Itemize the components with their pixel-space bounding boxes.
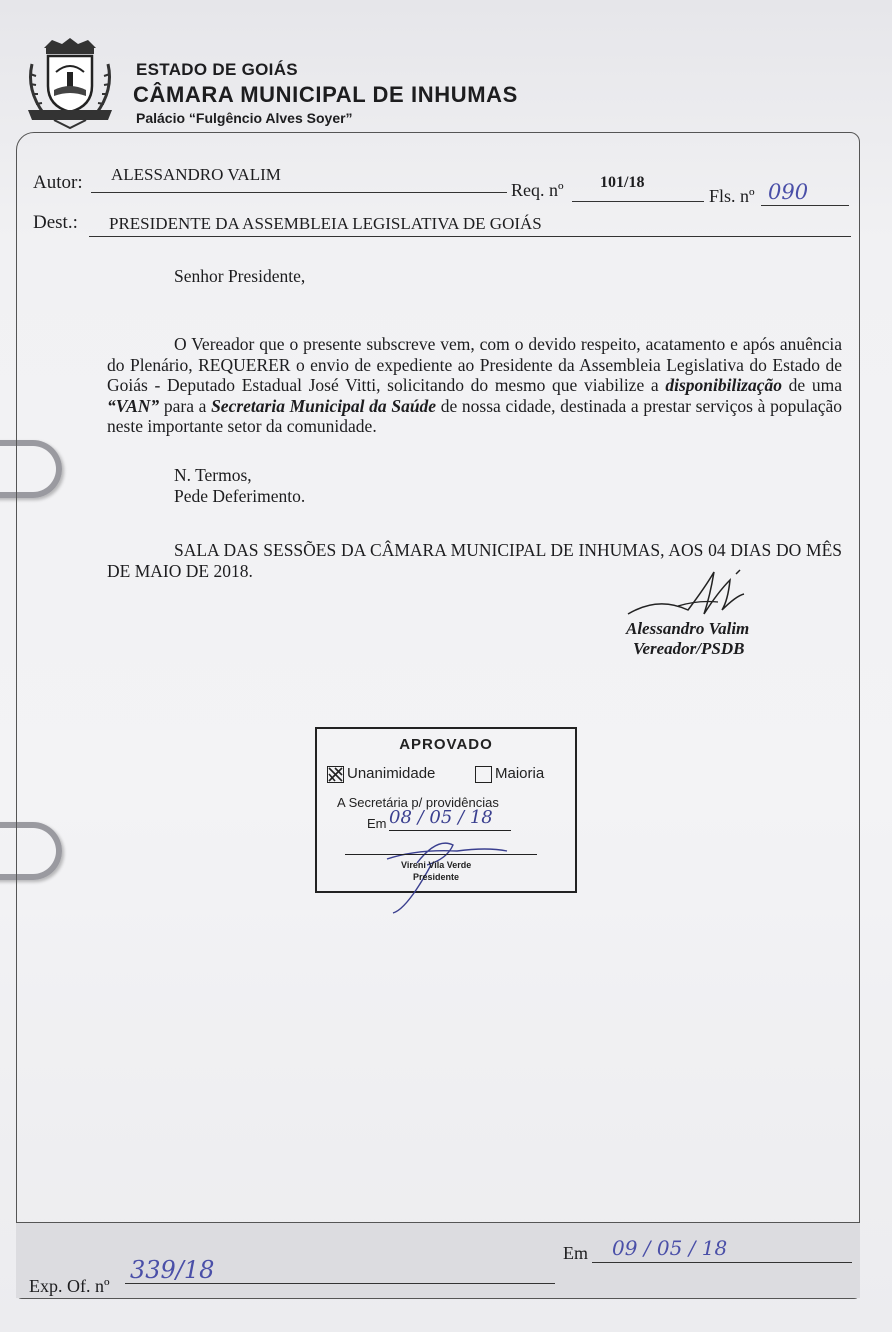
session-paragraph: SALA DAS SESSÕES DA CÂMARA MUNICIPAL DE INHUMAS, AOS 04 DIAS DO MÊS DE MAIO DE 2018.	[107, 540, 842, 581]
signature-scribble-icon	[618, 566, 758, 626]
autor-label: Autor:	[33, 172, 83, 193]
fls-line	[761, 205, 849, 206]
req-label: Req. nº	[511, 180, 564, 200]
header-palace: Palácio “Fulgêncio Alves Soyer”	[136, 110, 353, 126]
dest-line	[89, 236, 851, 237]
fls-label: Fls. nº	[709, 186, 755, 206]
dest-value: PRESIDENTE DA ASSEMBLEIA LEGISLATIVA DE GOIÁS	[109, 214, 542, 233]
salutation: Senhor Presidente,	[174, 266, 306, 286]
majority-label: Maioria	[495, 765, 545, 782]
signature-role: Vereador/PSDB	[633, 639, 745, 658]
em-value: 09 / 05 / 18	[612, 1236, 728, 1260]
majority-checkbox	[475, 766, 492, 783]
stamp-date-label: Em	[367, 816, 387, 831]
coat-of-arms-icon	[24, 34, 116, 130]
autor-line	[91, 192, 507, 193]
req-line	[572, 201, 704, 202]
secretary-text: A Secretária p/ providências	[337, 795, 499, 810]
signature-name: Alessandro Valim	[626, 619, 750, 638]
form-frame	[16, 132, 860, 1299]
header-chamber: CÂMARA MUNICIPAL DE INHUMAS	[133, 82, 518, 107]
president-name: Vireni Vila Verde	[401, 860, 472, 870]
dest-label: Dest.:	[33, 212, 78, 233]
request-paragraph: O Vereador que o presente subscreve vem, com o devido respeito, acatamento e após anuência do Plenário, REQUERER o envio de expediente ao Presidente da Assembleia Legislativa do Estado de Goiás - Deputado Estadual José Vitti, solicitando do mesmo que viabilize a disponibilização de uma “VAN” para a Secretaria Municipal da Saúde de nossa cidade, destinada a prestar serviços à população neste importante setor da comunidade.	[107, 334, 843, 436]
fls-value: 090	[768, 180, 809, 204]
unanimity-checkbox	[327, 766, 344, 783]
em-line	[592, 1262, 852, 1263]
president-title: Presidente	[413, 872, 460, 882]
autor-value: ALESSANDRO VALIM	[111, 165, 281, 184]
president-line	[345, 854, 537, 855]
unanimity-label: Unanimidade	[347, 765, 436, 782]
closing-line-1: N. Termos,	[174, 465, 252, 485]
exp-value: 339/18	[130, 1256, 215, 1284]
header-state: ESTADO DE GOIÁS	[136, 60, 298, 79]
stamp-title: APROVADO	[399, 736, 493, 753]
closing-line-2: Pede Deferimento.	[174, 486, 306, 506]
stamp-date-value: 08 / 05 / 18	[389, 807, 493, 828]
approval-stamp	[315, 727, 577, 893]
check-mark-icon	[328, 767, 343, 782]
em-label: Em	[563, 1243, 588, 1263]
exp-label: Exp. Of. nº	[29, 1276, 110, 1296]
req-value: 101/18	[600, 174, 645, 191]
